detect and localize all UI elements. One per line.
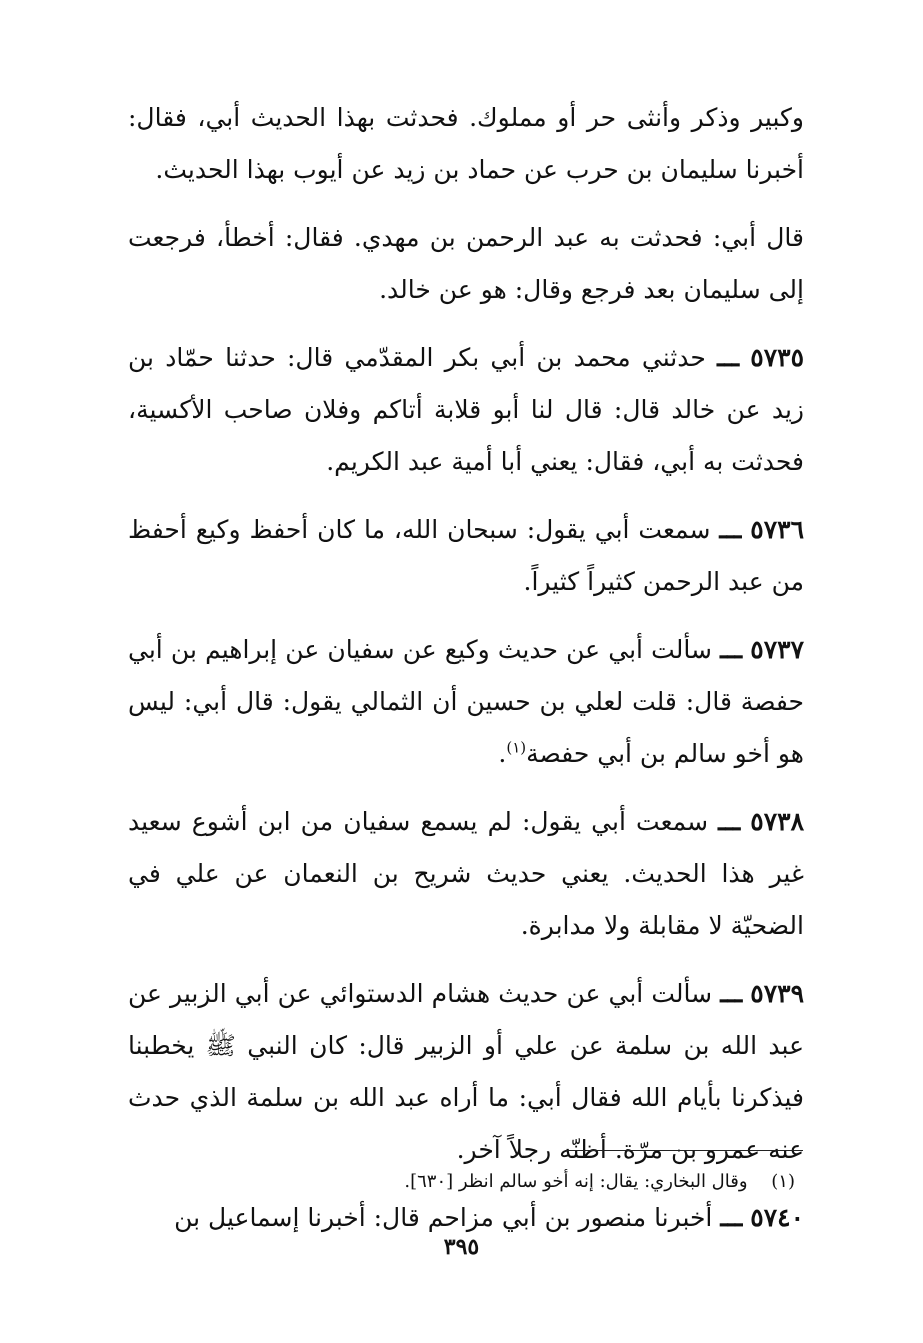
entry-dash: ـــ: [720, 979, 743, 1008]
paragraph-text: سمعت أبي يقول: لم يسمع سفيان من ابن أشوع سعيد غير هذا الحديث. يعني حديث شريح بن النعمان عن علي في الضحيّة لا مقابلة ولا مدابرة.: [128, 807, 804, 940]
entry-dash: ـــ: [718, 807, 741, 836]
entry-5739: [128, 968, 804, 1176]
main-text: [128, 92, 804, 1244]
footnote-text: وقال البخاري: يقال: إنه أخو سالم انظر [٦٣٠].: [404, 1171, 748, 1192]
entry-5736: [128, 504, 804, 608]
paragraph-continuation: [128, 92, 804, 196]
paragraph: [128, 212, 804, 316]
entry-number: ٥٧٣٥: [750, 343, 805, 372]
entry-5738: [128, 796, 804, 952]
footnote: [300, 1168, 795, 1196]
entry-number: ٥٧٣٨: [750, 807, 804, 836]
entry-dash: ـــ: [719, 515, 742, 544]
entry-5737: [128, 624, 804, 780]
entry-number: ٥٧٣٧: [750, 635, 804, 664]
paragraph-text: حدثني محمد بن أبي بكر المقدّمي قال: حدثنا حمّاد بن زيد عن خالد قال: قال لنا أبو قلابة أتاكم وفلان صاحب الأكسية، فحدثت به أبي، فقال: يعني أبا أمية عبد الكريم.: [128, 343, 804, 476]
page-number: ٣٩٥: [443, 1234, 480, 1260]
footnote-reference[interactable]: (١): [506, 738, 527, 757]
footnote-number: (١): [771, 1171, 795, 1192]
entry-dash: ـــ: [720, 1203, 743, 1232]
paragraph-text: سمعت أبي يقول: سبحان الله، ما كان أحفظ وكيع أحفظ من عبد الرحمن كثيراً كثيراً.: [128, 515, 804, 596]
paragraph-text: قال أبي: فحدثت به عبد الرحمن بن مهدي. فقال: أخطأ، فرجعت إلى سليمان بعد فرجع وقال: هو عن خالد.: [128, 223, 804, 304]
entry-number: ٥٧٤٠: [750, 1203, 804, 1232]
paragraph-text: سألت أبي عن حديث وكيع عن سفيان عن إبراهيم بن أبي حفصة قال: قلت لعلي بن حسين أن الثمالي يقول: قال أبي: ليس هو أخو سالم بن أبي حفصة: [128, 635, 804, 768]
paragraph-text: وكبير وذكر وأنثى حر أو مملوك. فحدثت بهذا الحديث أبي، فقال: أخبرنا سليمان بن حرب عن حماد بن زيد عن أيوب بهذا الحديث.: [128, 103, 804, 184]
entry-dash: ـــ: [720, 635, 743, 664]
paragraph-text: سألت أبي عن حديث هشام الدستوائي عن أبي الزبير عن عبد الله بن سلمة عن علي أو الزبير قال: كان النبي ﷺ يخطبنا فيذكرنا بأيام الله فقال أبي: ما أراه عبد الله بن سلمة الذي حدث عنه عمرو بن مرّة. أظنّه رجلاً آخر.: [128, 979, 804, 1164]
entry-number: ٥٧٣٩: [750, 979, 805, 1008]
footnote-divider: [565, 1150, 803, 1151]
entry-dash: ـــ: [717, 343, 740, 372]
paragraph-tail: .: [498, 739, 507, 768]
entry-number: ٥٧٣٦: [750, 515, 804, 544]
entry-5735: [128, 332, 804, 488]
paragraph-text: أخبرنا منصور بن أبي مزاحم قال: أخبرنا إسماعيل بن: [174, 1203, 713, 1232]
